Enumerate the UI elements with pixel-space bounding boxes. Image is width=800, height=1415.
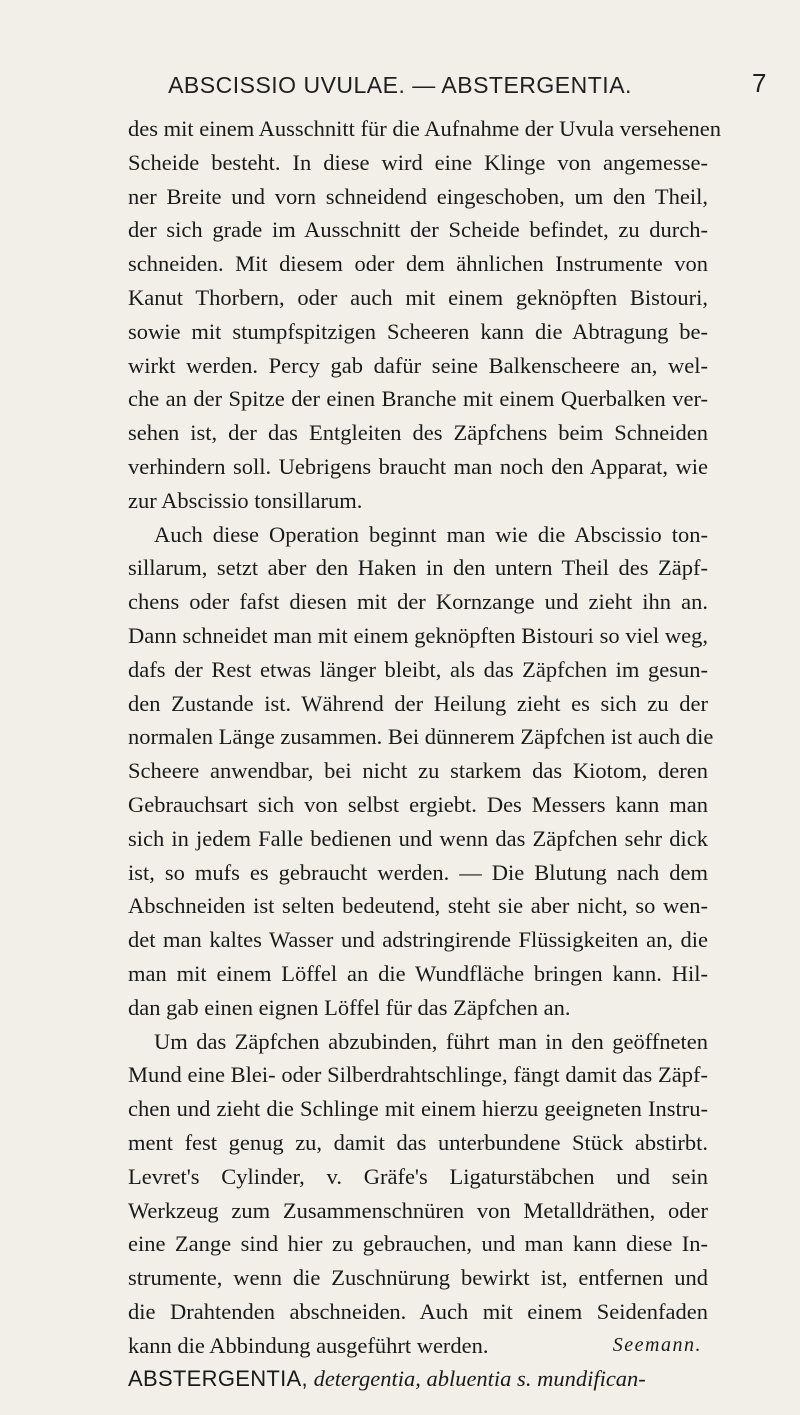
text-line: sowie mit stumpfspitzigen Scheeren kann die Abtragung be- <box>128 318 708 344</box>
text-line: dan gab einen eignen Löffel für das Zäpfchen an. <box>128 994 571 1020</box>
text-line: ist, so mufs es gebraucht werden. — Die Blutung nach dem <box>128 859 708 885</box>
text-line: sehen ist, der das Entgleiten des Zäpfchens beim Schneiden <box>128 420 708 446</box>
paragraph-2 <box>128 518 714 1025</box>
text-line: ner Breite und vorn schneidend eingeschoben, um den Theil, <box>128 183 708 209</box>
text-line: che an der Spitze der einen Branche mit einem Querbalken ver- <box>128 386 708 412</box>
text-line: zur Abscissio tonsillarum. <box>128 487 363 513</box>
text-line: wirkt werden. Percy gab dafür seine Balkenscheere an, wel- <box>128 352 708 378</box>
page-number: 7 <box>752 68 767 98</box>
paragraph-3 <box>128 1025 708 1363</box>
entry-definition: detergentia, abluentia s. mundifican- <box>313 1366 646 1392</box>
text-line: det man kaltes Wasser und adstringirende Flüssigkeiten an, die <box>128 927 708 953</box>
text-line: verhindern soll. Uebrigens braucht man noch den Apparat, wie <box>128 453 708 479</box>
text-line: ment fest genug zu, damit das unterbundene Stück abstirbt. <box>128 1129 708 1155</box>
text-line: Werkzeug zum Zusammenschnüren von Metalldräthen, oder <box>128 1197 708 1223</box>
text-line: Mund eine Blei- oder Silberdrahtschlinge, fängt damit das Zäpf- <box>128 1062 708 1088</box>
text-line: die Drahtenden abschneiden. Auch mit einem Seidenfaden <box>128 1298 708 1324</box>
text-line: strumente, wenn die Zuschnürung bewirkt ist, entfernen und <box>128 1265 708 1291</box>
text-line: Scheide besteht. In diese wird eine Klinge von angemesse- <box>128 149 708 175</box>
author-signature: Seemann. <box>612 1333 702 1356</box>
text-line: der sich grade im Ausschnitt der Scheide befindet, zu durch- <box>128 217 708 243</box>
text-line: sillarum, setzt aber den Haken in den untern Theil des Zäpf- <box>128 555 708 581</box>
text-line: chens oder fafst diesen mit der Kornzange und zieht ihn an. <box>128 589 708 615</box>
text-line: normalen Länge zusammen. Bei dünnerem Zäpfchen ist auch die <box>128 724 714 750</box>
text-line: Abschneiden ist selten bedeutend, steht sie aber nicht, so wen- <box>128 893 708 919</box>
entry-headword: ABSTERGENTIA, <box>128 1366 308 1392</box>
text-line: Kanut Thorbern, oder auch mit einem geknöpften Bistouri, <box>128 284 708 310</box>
text-line: schneiden. Mit diesem oder dem ähnlichen Instrumente von <box>128 251 708 277</box>
text-line: den Zustande ist. Während der Heilung zieht es sich zu der <box>128 690 708 716</box>
text-line: eine Zange sind hier zu gebrauchen, und man kann diese In- <box>128 1231 708 1257</box>
text-line: sich in jedem Falle bedienen und wenn das Zäpfchen sehr dick <box>128 825 708 851</box>
text-line-content: kann die Abbindung ausgeführt werden. <box>128 1332 489 1358</box>
text-line: dafs der Rest etwas länger bleibt, als das Zäpfchen im gesun- <box>128 656 708 682</box>
text-line: Levret's Cylinder, v. Gräfe's Ligaturstäbchen und sein <box>128 1163 708 1189</box>
next-entry-line <box>128 1362 708 1396</box>
body-text <box>128 112 721 1396</box>
text-line: Um das Zäpfchen abzubinden, führt man in den geöffneten <box>154 1028 708 1054</box>
text-line: Dann schneidet man mit einem geknöpften Bistouri so viel weg, <box>128 622 708 648</box>
text-line: Auch diese Operation beginnt man wie die Abscissio ton- <box>154 521 708 547</box>
text-line: Gebrauchsart sich von selbst ergiebt. Des Messers kann man <box>128 791 708 817</box>
text-line: des mit einem Ausschnitt für die Aufnahme der Uvula versehenen <box>128 116 721 141</box>
text-line: man mit einem Löffel an die Wundfläche bringen kann. Hil- <box>128 960 708 986</box>
text-line: chen und zieht die Schlinge mit einem hierzu geeigneten Instru- <box>128 1096 708 1122</box>
text-line: Scheere anwendbar, bei nicht zu starkem das Kiotom, deren <box>128 758 708 784</box>
running-title: ABSCISSIO UVULAE. — ABSTERGENTIA. <box>168 72 632 98</box>
paragraph-1 <box>128 112 721 518</box>
running-head <box>0 68 800 104</box>
text-line <box>128 1329 708 1363</box>
